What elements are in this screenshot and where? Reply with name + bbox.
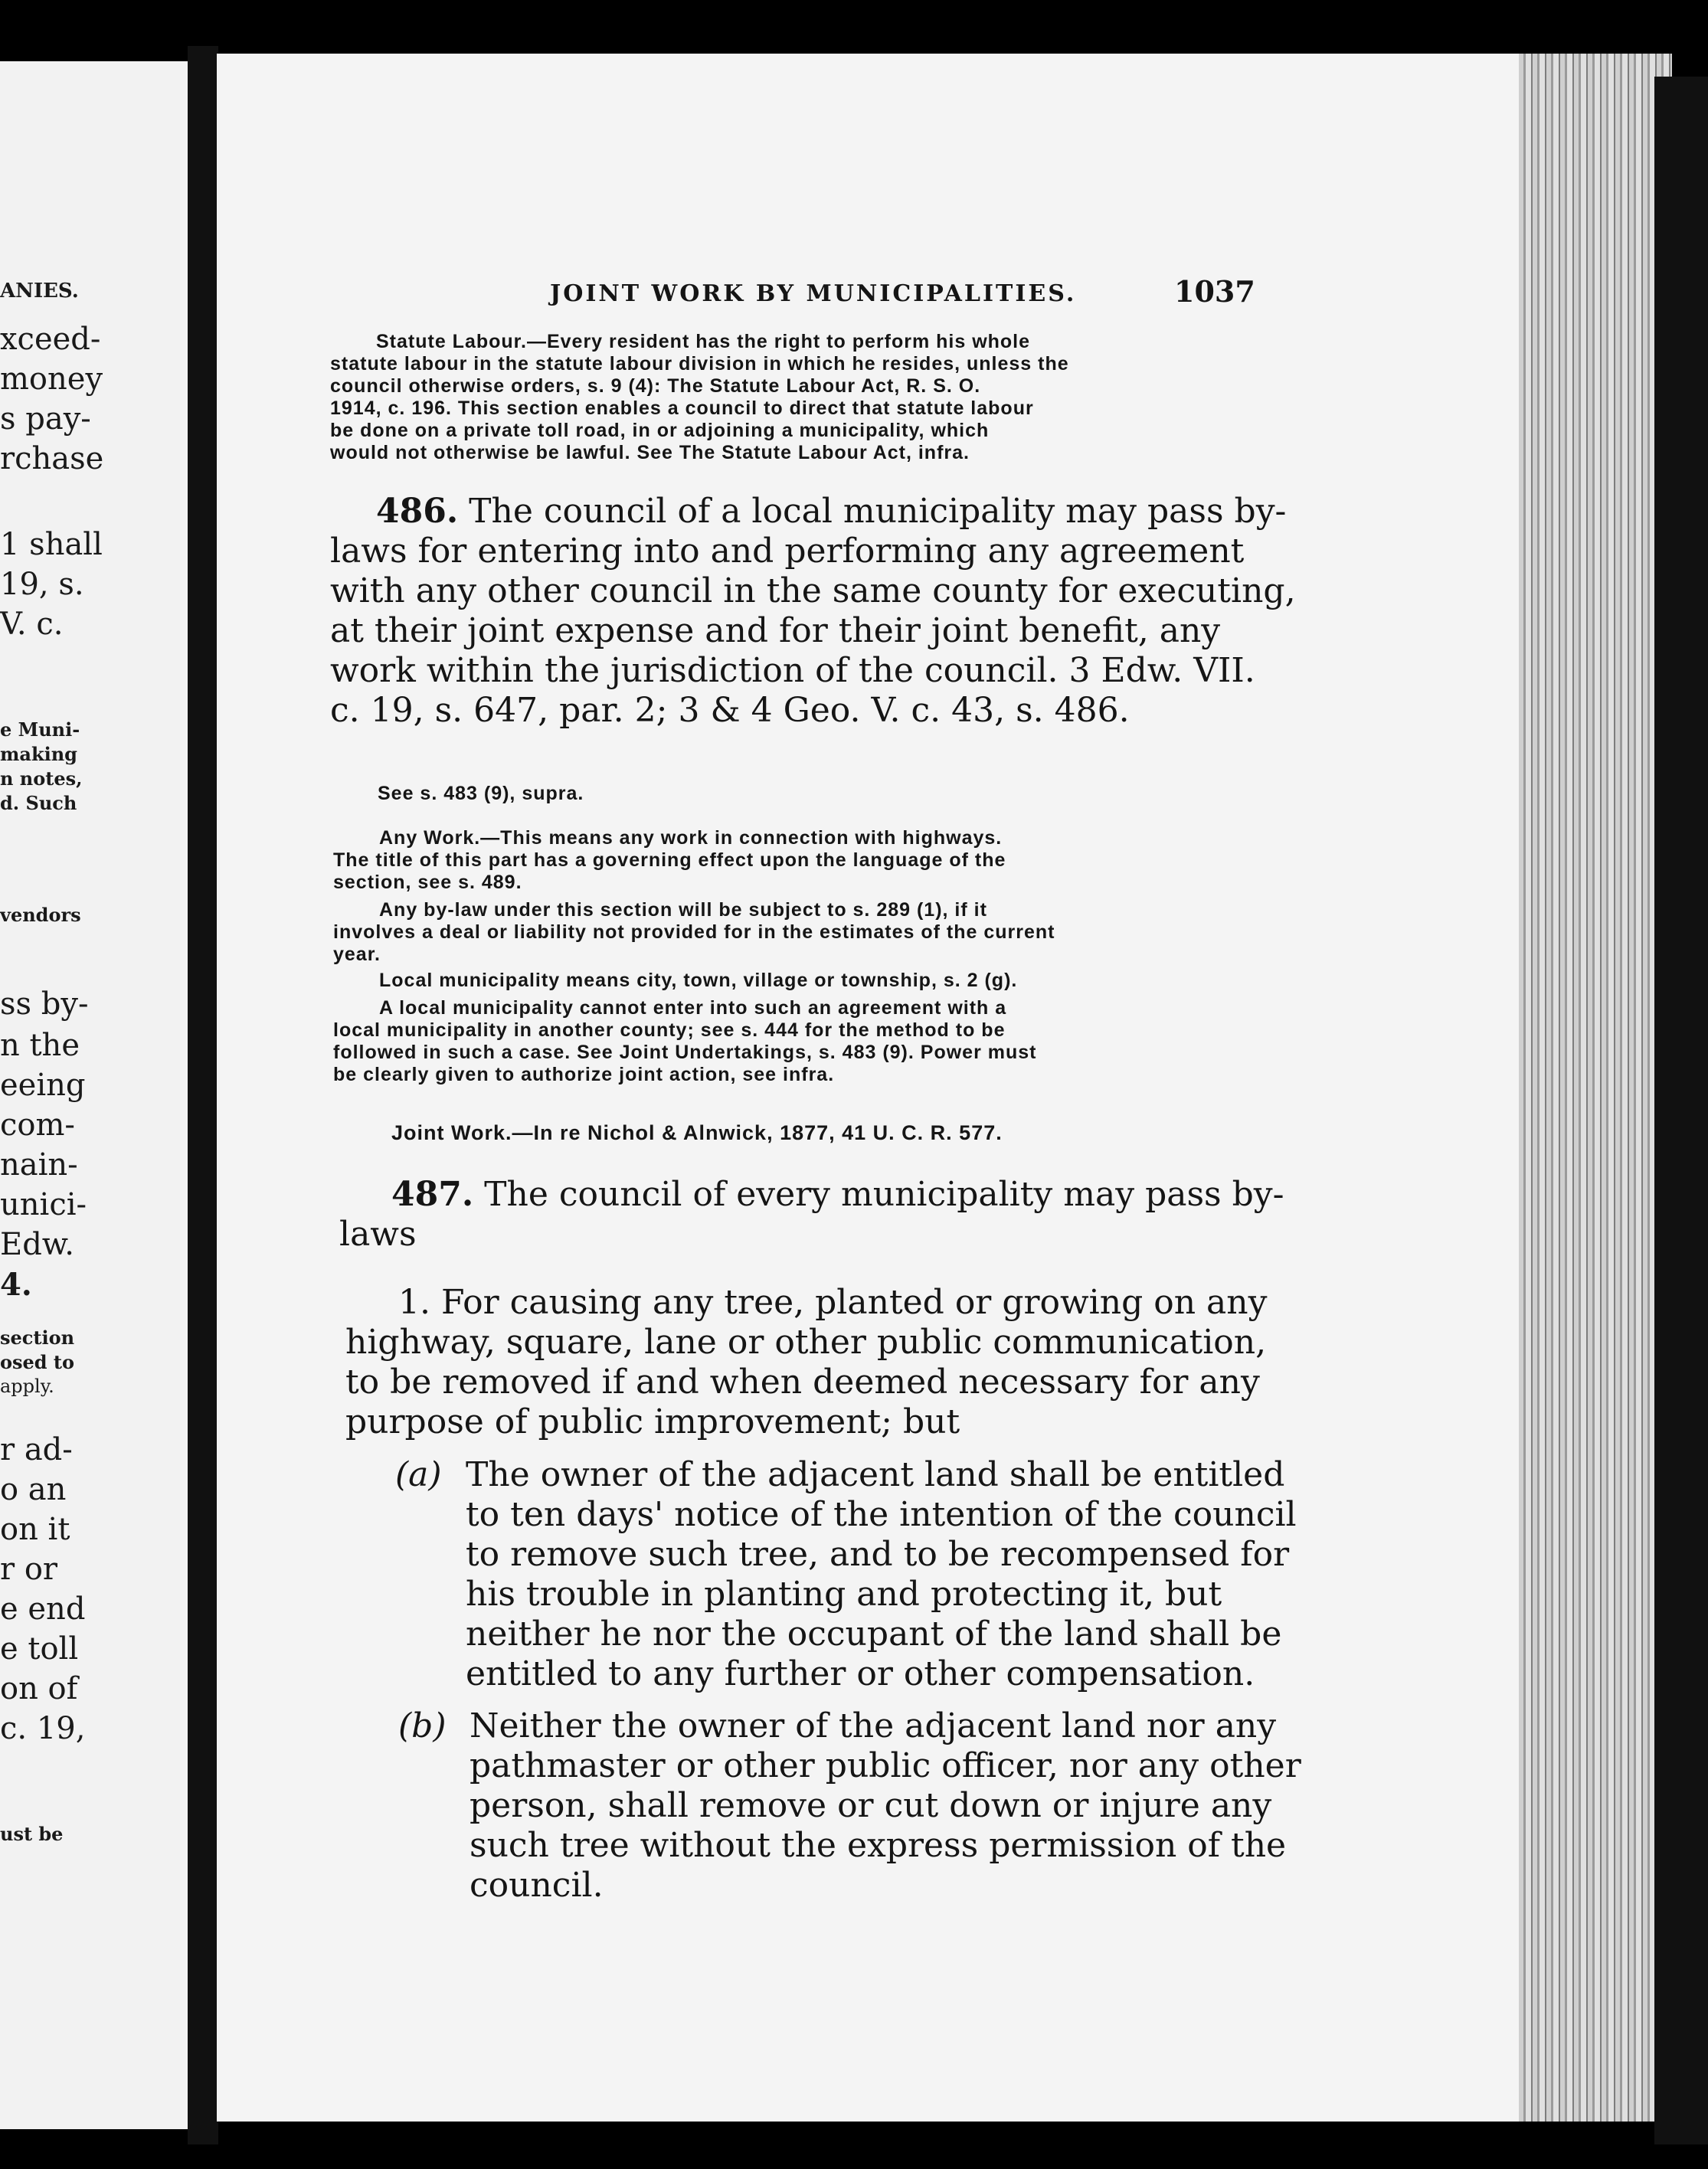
note-any-work-line: section, see s. 489.: [333, 872, 522, 893]
note-any-work-line: year.: [333, 944, 381, 965]
left-page-line: ANIES.: [0, 280, 79, 303]
left-page-line: com-: [0, 1107, 75, 1143]
left-page-line: Edw.: [0, 1227, 75, 1262]
page-number: 1037: [1174, 274, 1255, 309]
clause-a-line: The owner of the adjacent land shall be entitled: [466, 1455, 1285, 1494]
clause-1-line: 1. For causing any tree, planted or growing on any: [398, 1283, 1268, 1322]
left-page-line: osed to: [0, 1351, 75, 1373]
section-486-line: c. 19, s. 647, par. 2; 3 & 4 Geo. V. c. 43, s. 486.: [330, 691, 1130, 730]
clause-b-label: (b): [398, 1706, 447, 1745]
clause-b-line: such tree without the express permission of the: [470, 1826, 1287, 1865]
left-page-line: n the: [0, 1028, 80, 1063]
note-any-work-line: involves a deal or liability not provided for in the estimates of the current: [333, 921, 1055, 943]
left-page-line: n notes,: [0, 767, 83, 790]
left-page-line: apply.: [0, 1376, 54, 1397]
clause-1-line: highway, square, lane or other public communication,: [345, 1323, 1267, 1362]
note-heading: Joint Work.: [391, 1121, 512, 1144]
left-page-fragment: [0, 61, 188, 2129]
running-header: JOINT WORK BY MUNICIPALITIES.: [550, 280, 1077, 307]
clause-a-line: entitled to any further or other compensation.: [466, 1654, 1255, 1693]
note-heading: Any Work.: [379, 827, 481, 849]
clause-b-line: council.: [470, 1866, 604, 1905]
section-487-line: 487. The council of every municipality may pass by-: [391, 1175, 1284, 1214]
left-page-line: s pay-: [0, 401, 91, 437]
page-edges: [1519, 54, 1672, 2122]
left-page-line: vendors: [0, 904, 81, 926]
left-page-line: ss by-: [0, 986, 89, 1022]
left-page-line: r ad-: [0, 1432, 73, 1467]
section-487-line: laws: [339, 1215, 417, 1254]
left-page-line: d. Such: [0, 792, 77, 814]
section-486-line: with any other council in the same county for executing,: [330, 571, 1296, 610]
see-reference: See s. 483 (9), supra.: [378, 783, 584, 804]
left-page-line: e Muni-: [0, 718, 80, 741]
note-statute-labour-line: council otherwise orders, s. 9 (4): The Statute Labour Act, R. S. O.: [330, 375, 981, 397]
left-page-line: money: [0, 362, 103, 397]
book-cover-edge: [1654, 77, 1708, 2144]
left-page-line: r or: [0, 1552, 58, 1587]
left-page-line: xceed-: [0, 322, 101, 357]
left-page-line: c. 19,: [0, 1711, 86, 1746]
note-statute-labour-line: would not otherwise be lawful. See The Statute Labour Act, infra.: [330, 442, 970, 463]
left-page-line: on of: [0, 1671, 78, 1706]
section-486-line: 486. The council of a local municipality may pass by-: [376, 492, 1287, 531]
section-486-line: laws for entering into and performing any agreement: [330, 532, 1245, 571]
left-page-line: 4.: [0, 1267, 32, 1303]
left-page-line: 19, s.: [0, 567, 84, 602]
left-page-line: o an: [0, 1472, 67, 1507]
clause-b-line: pathmaster or other public officer, nor any other: [470, 1746, 1301, 1785]
clause-1-line: purpose of public improvement; but: [345, 1402, 960, 1441]
note-statute-labour-line: Statute Labour.—Every resident has the right to perform his whole: [376, 331, 1031, 352]
left-page-line: unici-: [0, 1187, 87, 1222]
note-any-work-line: be clearly given to authorize joint action, see infra.: [333, 1064, 835, 1085]
section-486-line: work within the jurisdiction of the council. 3 Edw. VII.: [330, 651, 1255, 690]
section-486-line: at their joint expense and for their joint benefit, any: [330, 611, 1221, 650]
left-page-line: e toll: [0, 1631, 79, 1667]
left-page-line: V. c.: [0, 607, 64, 642]
clause-b-line: person, shall remove or cut down or injure any: [470, 1786, 1272, 1825]
clause-a-line: neither he nor the occupant of the land shall be: [466, 1614, 1282, 1654]
note-statute-labour-line: 1914, c. 196. This section enables a council to direct that statute labour: [330, 397, 1034, 419]
book-gutter: [188, 46, 218, 2144]
clause-1-line: to be removed if and when deemed necessary for any: [345, 1363, 1260, 1402]
note-statute-labour-line: statute labour in the statute labour division in which he resides, unless the: [330, 353, 1069, 375]
left-page-line: nain-: [0, 1147, 78, 1183]
left-page-line: section: [0, 1327, 75, 1349]
note-any-work-line: A local municipality cannot enter into such an agreement with a: [379, 997, 1007, 1019]
left-page-line: rchase: [0, 441, 104, 476]
note-any-work-line: Any Work.—This means any work in connection with highways.: [379, 827, 1003, 849]
note-statute-labour-line: be done on a private toll road, in or adjoining a municipality, which: [330, 420, 990, 441]
clause-b-line: Neither the owner of the adjacent land nor any: [470, 1706, 1277, 1745]
left-page-line: e end: [0, 1592, 86, 1627]
left-page-line: ust be: [0, 1823, 64, 1845]
clause-a-line: to remove such tree, and to be recompensed for: [466, 1535, 1290, 1574]
left-page-line: eeing: [0, 1068, 86, 1103]
note-joint-work: Joint Work.—In re Nichol & Alnwick, 1877, 41 U. C. R. 577.: [391, 1121, 1003, 1144]
note-any-work-line: local municipality in another county; see s. 444 for the method to be: [333, 1019, 1006, 1041]
section-number: 486.: [376, 492, 459, 531]
main-page: [217, 54, 1519, 2122]
note-any-work-line: Local municipality means city, town, village or township, s. 2 (g).: [379, 970, 1018, 991]
clause-a-line: his trouble in planting and protecting it, but: [466, 1575, 1222, 1614]
left-page-line: 1 shall: [0, 527, 103, 562]
note-any-work-line: The title of this part has a governing effect upon the language of the: [333, 849, 1006, 871]
left-page-line: making: [0, 743, 77, 765]
note-heading: Statute Labour.: [376, 331, 527, 352]
note-any-work-line: Any by-law under this section will be subject to s. 289 (1), if it: [379, 899, 987, 921]
clause-a-line: to ten days' notice of the intention of the council: [466, 1495, 1297, 1534]
note-any-work-line: followed in such a case. See Joint Undertakings, s. 483 (9). Power must: [333, 1042, 1037, 1063]
section-number: 487.: [391, 1175, 474, 1214]
clause-a-label: (a): [395, 1455, 442, 1494]
left-page-line: on it: [0, 1512, 70, 1547]
